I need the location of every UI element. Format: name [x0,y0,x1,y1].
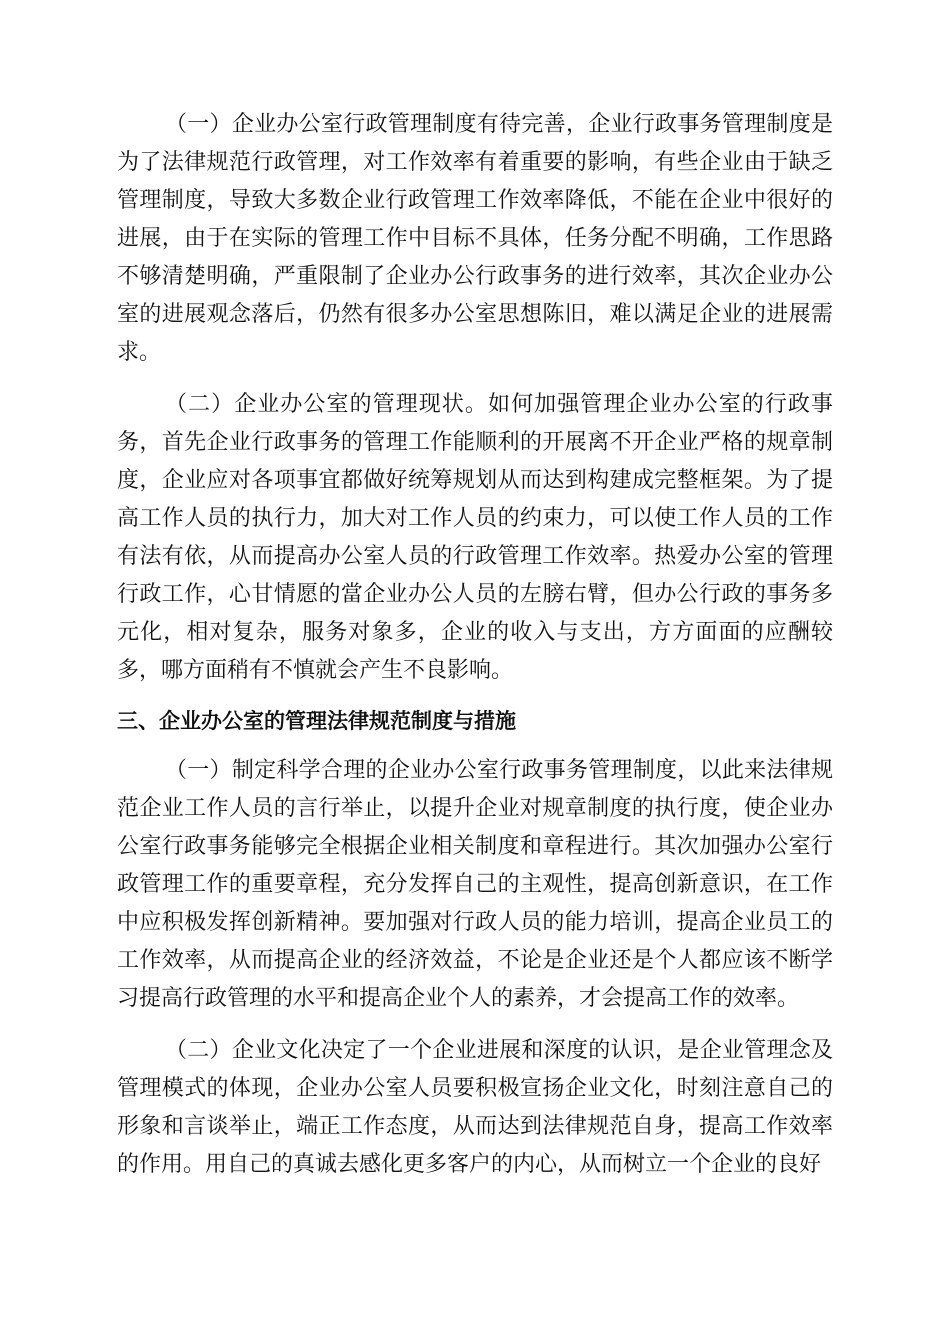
paragraph-spacer [117,372,833,386]
document-page [117,106,833,1184]
paragraph-spacer [117,690,833,702]
paragraph-4: （二）企业文化决定了一个企业进展和深度的认识，是企业管理念及管理模式的体现，企业办公室人员要积极宣扬企业文化，时刻注意自己的形象和言谈举止，端正工作态度，从而达到法律规范自身，提高工作效率的作用。用自己的真诚去感化更多客户的内心，从而树立一个企业的良好 [117,1038,833,1177]
paragraph-1: （一）企业办公室行政管理制度有待完善，企业行政事务管理制度是为了法律规范行政管理，对工作效率有着重要的影响，有些企业由于缺乏管理制度，导致大多数企业行政管理工作效率降低，不能在企业中很好的进展，由于在实际的管理工作中目标不具体，任务分配不明确，工作思路不够清楚明确，严重限制了企业办公行政事务的进行效率，其次企业办公室的进展观念落后，仍然有很多办公室思想陈旧，难以满足企业的进展需求。 [117,112,833,365]
section-heading: 三、企业办公室的管理法律规范制度与措施 [117,709,516,733]
paragraph-2: （二）企业办公室的管理现状。如何加强管理企业办公室的行政事务，首先企业行政事务的管理工作能顺利的开展离不开企业严格的规章制度，企业应对各项事宜都做好统筹规划从而达到构建成完整框架。为了提高工作人员的执行力，加大对工作人员的约束力，可以使工作人员的工作有法有依，从而提高办公室人员的行政管理工作效率。热爱办公室的管理行政工作，心甘情愿的當企业办公人员的左膀右臂，但办公行政的事务多元化，相对复杂，服务对象多，企业的收入与支出，方方面面的应酬较多，哪方面稍有不慎就会产生不良影响。 [117,392,833,683]
paragraph-spacer [117,740,833,752]
paragraph-3: （一）制定科学合理的企业办公室行政事务管理制度，以此来法律规范企业工作人员的言行举止，以提升企业对规章制度的执行度，使企业办公室行政事务能够完全根据企业相关制度和章程进行。其次加强办公室行政管理工作的重要章程，充分发挥自己的主观性，提高创新意识，在工作中应积极发挥创新精神。要加强对行政人员的能力培训，提高企业员工的工作效率，从而提高企业的经济效益，不论是企业还是个人都应该不断学习提高行政管理的水平和提高企业个人的素养，才会提高工作的效率。 [117,758,833,1011]
paragraph-spacer [117,1018,833,1032]
